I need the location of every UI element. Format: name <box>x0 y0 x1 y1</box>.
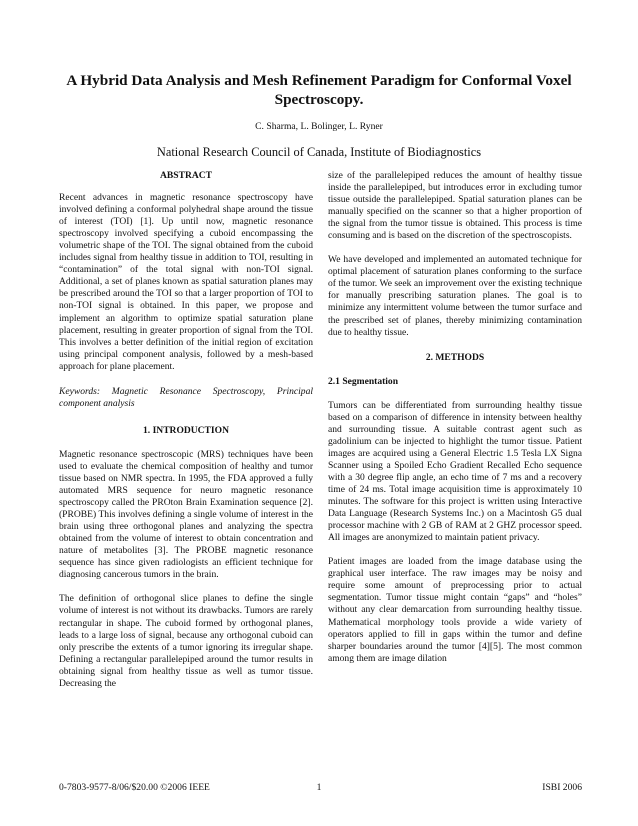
introduction-paragraph: size of the parallelepiped reduces the amount of healthy tissue inside the parallelepiped, but introduces error in excluding tumor tissue outside the parallelepiped. Spatial saturation planes can be manually specified on the scanner so that a higher proportion of the signal from the tumor tissue is obtained. This process is time consuming and is based on the discretion of the spectroscopists. <box>328 170 582 242</box>
paper-authors: C. Sharma, L. Bolinger, L. Ryner <box>255 121 383 132</box>
methods-paragraph: Tumors can be differentiated from surrounding healthy tissue based on a comparison of difference in intensity between healthy and surrounding tissue. A suitable contrast agent such as gadolinium can be injected to highlight the tumor tissue. Patient images are acquired using a General Electric 1.5 Tesla LX Signa Scanner using a Spoiled Echo Gradient Recalled Echo sequence with a 30 degree flip angle, an echo time of 7 ms and a recovery time of 24 ms. Total image acquisition time is approximately 10 minutes. The software for this project is written using Interactive Data Language (Research Systems Inc.) on a Macintosh G5 dual processor machine with 2 GB of RAM at 2 GHZ processor speed. All images are anonymized to maintain patient privacy. <box>328 399 582 544</box>
abstract-body: Recent advances in magnetic resonance spectroscopy have involved defining a conformal polyhedral shape around the tissue of interest (TOI) [1]. Up until now, magnetic resonance spectroscopy involved specifying a cuboid encompassing the volumetric shape of the TOI. The signal obtained from the cuboid includes signal from healthy tissue in addition to TOI, resulting in “contamination” of the total signal with non-TOI signal. Additional, a set of planes known as spatial saturation planes may be prescribed around the TOI so that a larger proportion of TOI to non-TOI signal is obtained. In this paper, we propose and implement an algorithm to optimize spatial saturation plane placement, resulting in greater proportion of signal from the TOI. This involves a better definition of the initial region of excitation using principal component analysis, followed by a mesh-based approach for plane placement. <box>59 192 313 372</box>
paper-affiliation: National Research Council of Canada, Institute of Biodiagnostics <box>156 145 482 159</box>
footer-page-number: 1 <box>316 782 322 793</box>
introduction-paragraph: We have developed and implemented an automated technique for optimal placement of saturation planes conforming to the surface of the tumor. We seek an improvement over the existing technique for manually prescribing saturation planes. The goal is to minimize any intermittent volume between the tumor surface and the prescribed set of planes, thereby minimizing contamination due to healthy tissue. <box>328 254 582 338</box>
left-column <box>59 170 313 690</box>
methods-paragraph: Patient images are loaded from the image database using the graphical user interface. The raw images may be noisy and require some amount of preprocessing prior to actual segmentation. Tumor tissue might contain “gaps” and “holes” without any clear demarcation from surrounding healthy tissue. Mathematical morphology tools provide a wide variety of operators applied to fill in gaps within the tumor and define sharper boundaries around the tumor [4][5]. The most common among them are image dilation <box>328 556 582 664</box>
footer-venue: ISBI 2006 <box>542 782 582 793</box>
introduction-heading: 1. INTRODUCTION <box>143 424 229 436</box>
paper-title: A Hybrid Data Analysis and Mesh Refinement Paradigm for Conformal Voxel Spectroscopy. <box>66 72 572 108</box>
right-column <box>328 170 582 665</box>
footer-copyright: 0-7803-9577-8/06/$20.00 ©2006 IEEE <box>59 782 210 793</box>
keywords: Keywords: Magnetic Resonance Spectroscopy, Principal component analysis <box>59 385 313 409</box>
introduction-paragraph: Magnetic resonance spectroscopic (MRS) techniques have been used to evaluate the chemical composition of healthy and tumor tissue based on NMR spectra. In 1995, the FDA approved a fully automated MRS sequence for neuro magnetic resonance spectroscopy called the PROton Brain Examination sequence [2]. (PROBE) This involves defining a single volume of interest in the brain using three orthogonal planes and analyzing the spectra obtained from the volume of interest to obtain concentration and nature of metabolites [3]. The PROBE magnetic resonance sequence has since given radiologists an efficient technique for diagnosing cancerous tumors in the brain. <box>59 448 313 581</box>
methods-heading: 2. METHODS <box>425 351 485 363</box>
introduction-paragraph: The definition of orthogonal slice planes to define the single volume of interest is not without its drawbacks. Tumors are rarely rectangular in shape. The cuboid formed by orthogonal planes, leads to a large loss of signal, because any orthogonal cuboid can only prescribe the extents of a tumor ignoring its irregular shape. Defining a rectangular parallelepiped around the tumor results in obtaining signal from healthy tissue as well as tumor tissue. Decreasing the <box>59 593 313 689</box>
abstract-heading: ABSTRACT <box>160 170 212 181</box>
segmentation-subheading: 2.1 Segmentation <box>328 375 399 387</box>
